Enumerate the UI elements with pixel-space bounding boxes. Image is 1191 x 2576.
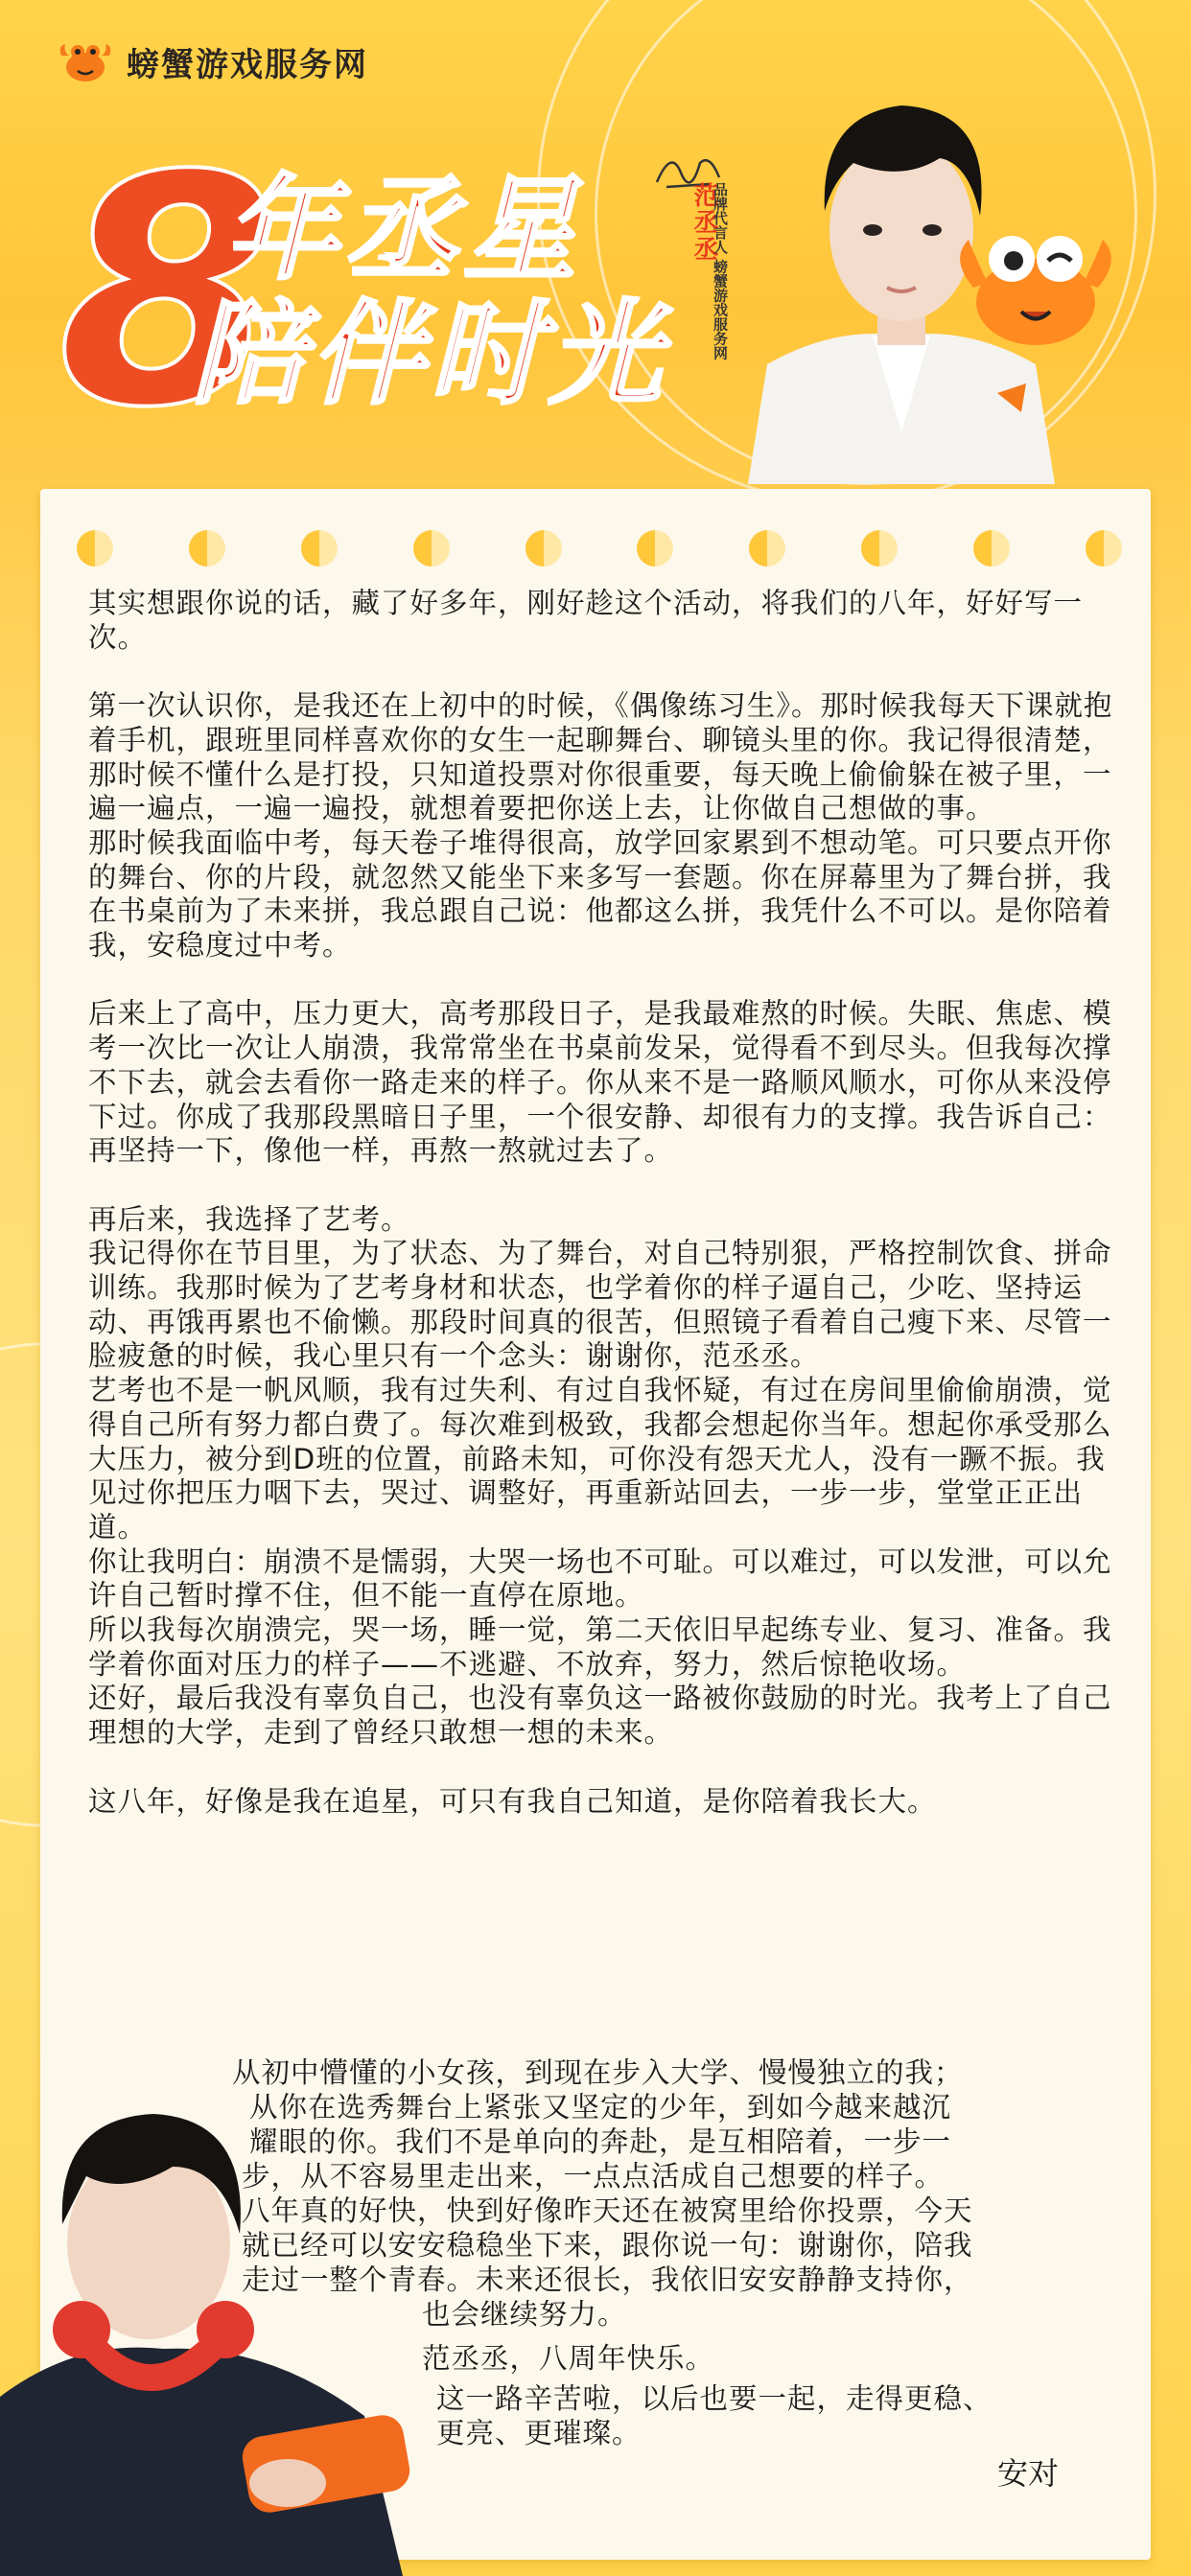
title-line-1: 年丞星 xyxy=(225,163,583,295)
binder-hole xyxy=(749,530,785,567)
title-number: 8 xyxy=(58,108,278,476)
letter-line: 更亮、更璀璨。 xyxy=(436,2417,642,2449)
binder-holes xyxy=(77,530,1122,567)
letter-paragraph: 再后来，我选择了艺考。 xyxy=(88,1202,410,1236)
letter-paragraph: 我记得你在节目里，为了状态、为了舞台，对自己特别狠，严格控制饮食、拼命训练。我那时候为了艺考身材和状态，也学着你的样子逼自己，少吃、坚持运动、再饿再累也不偷懒。那段时间真的很苦，但照镜子看着自己瘦下来、尽管一脸疲惫的时候，我心里只有一个念头：谢谢你，范丞丞。 xyxy=(88,1237,1112,1373)
letter-line: 这一路辛苦啦，以后也要一起，走得更稳、 xyxy=(436,2382,992,2415)
brand-logo[interactable] xyxy=(58,36,368,86)
letter-line: 走过一整个青春。未来还很长，我依旧安安静静支持你， xyxy=(242,2263,973,2296)
ambassador-photo-gaming xyxy=(0,2052,451,2576)
letter-line: 从你在选秀舞台上紧张又坚定的少年，到如今越来越沉 xyxy=(249,2091,952,2123)
letter-line: 范丞丞，八周年快乐。 xyxy=(422,2342,715,2375)
letter-line: 八年真的好快，快到好像昨天还在被窝里给你投票，今天 xyxy=(242,2194,973,2227)
letter-line: 就已经可以安安稳稳坐下来，跟你说一句：谢谢你，陪我 xyxy=(242,2229,973,2262)
binder-hole xyxy=(525,530,562,567)
letter-paragraph: 那时候我面临中考，每天卷子堆得很高，放学回家累到不想动笔。可只要点开你的舞台、你的片段，就忽然又能坐下来多写一套题。你在屏幕里为了舞台拼，我在书桌前为了未来拼，我总跟自己说：他都这么拼，我凭什么不可以。是你陪着我，安稳度过中考。 xyxy=(88,825,1112,963)
crab-logo-icon xyxy=(58,36,113,86)
binder-hole xyxy=(189,530,225,567)
binder-hole xyxy=(637,530,673,567)
binder-hole xyxy=(973,530,1010,567)
letter-paragraph: 你让我明白：崩溃不是懦弱，大哭一场也不可耻。可以难过，可以发泄，可以允许自己暂时撑不住，但不能一直停在原地。 xyxy=(88,1544,1112,1613)
title-line-2: 陪伴时光 xyxy=(192,288,668,420)
letter-line: 从初中懵懂的小女孩，到现在步入大学、慢慢独立的我； xyxy=(232,2056,964,2089)
letter-line: 也会继续努力。 xyxy=(422,2298,627,2331)
letter-paragraph: 后来上了高中，压力更大，高考那段日子，是我最难熬的时候。失眠、焦虑、模考一次比一次让人崩溃，我常常坐在书桌前发呆，觉得看不到尽头。但我每次撑不下去，就会去看你一路走来的样子。你从来不是一路顺风顺水，可你从来没停下过。你成了我那段黑暗日子里，一个很安静、却很有力的支撑。我告诉自己：再坚持一下，像他一样，再熬一熬就过去了。 xyxy=(88,997,1112,1168)
letter-paragraph: 这八年，好像是我在追星，可只有我自己知道，是你陪着我长大。 xyxy=(88,1784,937,1818)
letter-line: 步，从不容易里走出来，一点点活成自己想要的样子。 xyxy=(242,2160,945,2193)
letter-body xyxy=(88,587,1114,1819)
binder-hole xyxy=(413,530,450,567)
binder-hole xyxy=(861,530,898,567)
hero-title xyxy=(58,108,681,476)
brand-name: 螃蟹游戏服务网 xyxy=(127,45,368,84)
letter-signature: 安对 xyxy=(997,2455,1060,2492)
letter-paragraph: 第一次认识你，是我还在上初中的时候，《偶像练习生》。那时候我每天下课就抱着手机，跟班里同样喜欢你的女生一起聊舞台、聊镜头里的你。我记得很清楚，那时候不懂什么是打投，只知道投票对你很重要，每天晚上偷偷躲在被子里，一遍一遍点，一遍一遍投，就想着要把你送上去，让你做自己想做的事。 xyxy=(88,689,1113,825)
letter-paragraph: 艺考也不是一帆风顺，我有过失利、有过自我怀疑，有过在房间里偷偷崩溃，觉得自己所有努力都白费了。每次难到极致，我都会想起你当年。想起你承受那么大压力，被分到D班的位置，前路未知，可你没有怨天尤人，没有一蹶不振。我见过你把压力咽下去，哭过、调整好，再重新站回去，一步一步，堂堂正正出道。 xyxy=(88,1374,1112,1543)
binder-hole xyxy=(77,530,113,567)
letter-paragraph: 还好，最后我没有辜负自己，也没有辜负这一路被你鼓励的时光。我考上了自己理想的大学，走到了曾经只敢想一想的未来。 xyxy=(88,1682,1112,1750)
binder-hole xyxy=(301,530,338,567)
letter-paragraph: 所以我每次崩溃完，哭一场，睡一觉，第二天依旧早起练专业、复习、准备。我学着你面对压力的样子——不逃避、不放弃，努力，然后惊艳收场。 xyxy=(88,1613,1112,1681)
letter-paragraph: 其实想跟你说的话，藏了好多年，刚好趁这个活动，将我们的八年，好好写一次。 xyxy=(88,587,1084,654)
binder-hole xyxy=(1086,530,1122,567)
crab-mascot xyxy=(945,201,1127,355)
ambassador-name: 范丞丞 xyxy=(689,182,718,263)
letter-line: 耀眼的你。我们不是单向的奔赴，是互相陪着，一步一 xyxy=(249,2125,952,2158)
ambassador-role: 品牌代言人 螃蟹游戏服务网 xyxy=(712,182,729,360)
